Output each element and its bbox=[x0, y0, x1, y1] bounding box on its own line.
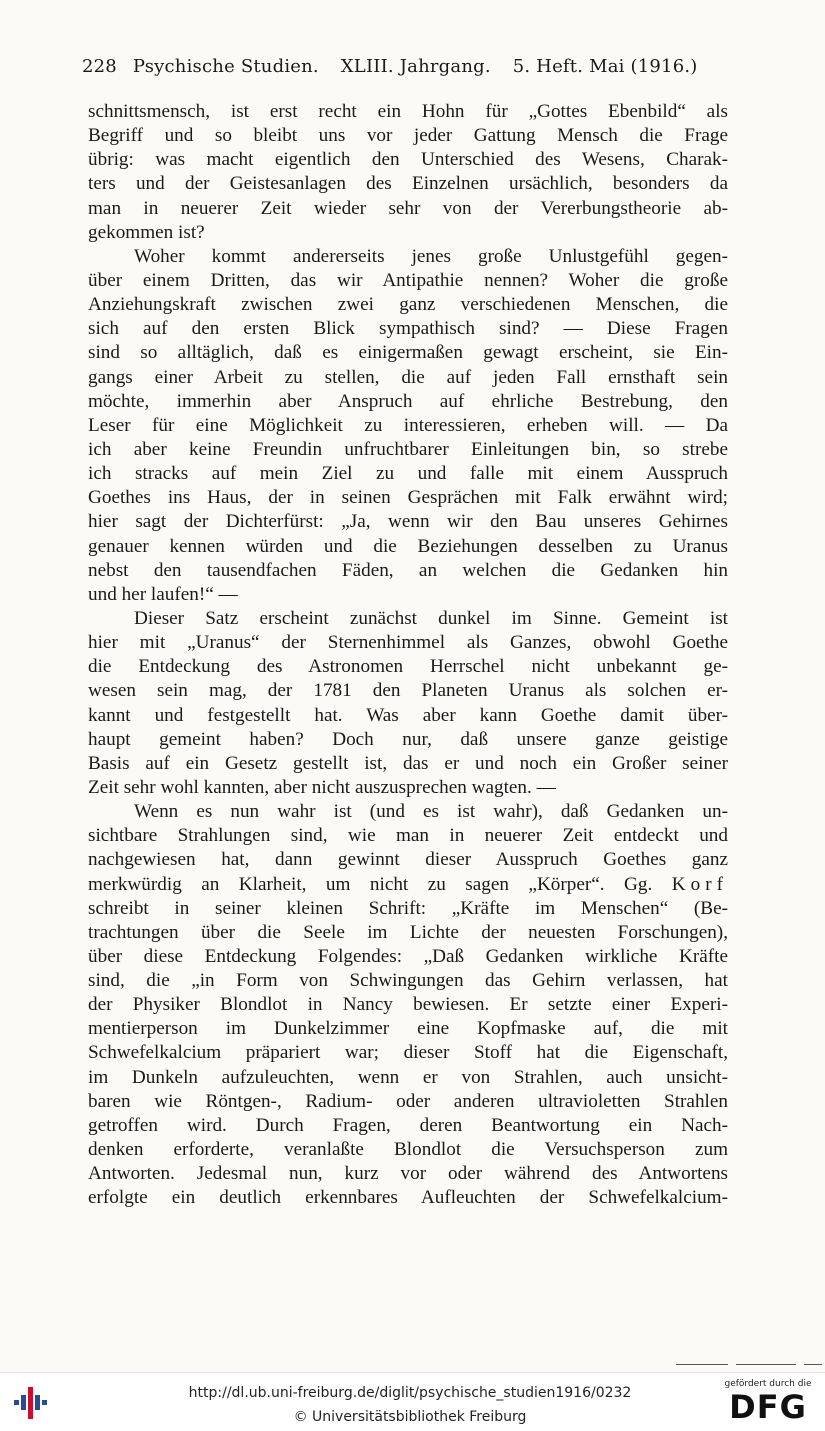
volume-label: XLIII. Jahrgang. bbox=[340, 56, 491, 77]
text-line: über einem Dritten, das wir Antipathie nennen? Woher die große bbox=[88, 269, 728, 291]
text-line: Wenn es nun wahr ist (und es ist wahr), daß Gedanken un- bbox=[134, 801, 728, 823]
article-body bbox=[88, 100, 728, 1210]
text-line: ich aber keine Freundin unfruchtbarer Einleitungen bin, so strebe bbox=[88, 438, 728, 460]
text-line: man in neuerer Zeit wieder sehr von der Vererbungstheorie ab- bbox=[88, 197, 728, 219]
text-line: Schwefelkalcium präpariert war; dieser Stoff hat die Eigenschaft, bbox=[88, 1042, 728, 1064]
text-line: Anziehungskraft zwischen zwei ganz verschiedenen Menschen, die bbox=[88, 294, 728, 316]
text-line: schnittsmensch, ist erst recht ein Hohn für „Gottes Ebenbild“ als bbox=[88, 101, 728, 122]
copyright-notice: © Universitätsbibliothek Freiburg bbox=[293, 1409, 527, 1425]
text-line: gekommen ist? bbox=[88, 221, 205, 243]
text-line: kannt und festgestellt hat. Was aber kann Goethe damit über- bbox=[88, 704, 728, 726]
journal-title: Psychische Studien. bbox=[132, 56, 319, 77]
text-line: wesen sein mag, der 1781 den Planeten Uranus als solchen er- bbox=[88, 680, 728, 702]
text-line: mentierperson im Dunkelzimmer eine Kopfmaske auf, die mit bbox=[88, 1018, 728, 1040]
text-line: ich stracks auf mein Ziel zu und falle mit einem Ausspruch bbox=[88, 463, 728, 485]
funder-logo[interactable] bbox=[718, 1379, 818, 1427]
text-line: Goethes ins Haus, der in seinen Gesprächen mit Falk erwähnt wird; bbox=[88, 487, 728, 509]
text-line: und her laufen!“ — bbox=[88, 583, 238, 605]
dfg-logo-text: DFG bbox=[729, 1388, 807, 1426]
text-line: denken erforderte, veranlaßte Blondlot die Versuchsperson zum bbox=[88, 1139, 728, 1161]
text-line: Basis auf ein Gesetz gestellt ist, das er und noch ein Großer seiner bbox=[88, 752, 728, 774]
text-line: sind so alltäglich, daß es einigermaßen gewagt erscheint, sie Ein- bbox=[88, 342, 728, 364]
text-line: sich auf den ersten Blick sympathisch sind? — Diese Fragen bbox=[88, 318, 728, 340]
text-line: sind, die „in Form von Schwingungen das Gehirn verlassen, hat bbox=[88, 970, 728, 992]
text-line: Woher kommt andererseits jenes große Unlustgefühl gegen- bbox=[134, 245, 728, 267]
text-line-with-author bbox=[88, 873, 728, 897]
viewer-footer bbox=[0, 1372, 825, 1431]
funder-note: gefördert durch die bbox=[724, 1379, 812, 1389]
text-line: trachtungen über die Seele im Lichte der neuesten Forschungen), bbox=[88, 921, 728, 943]
page-edge-rule bbox=[676, 1364, 728, 1365]
text-line: hier sagt der Dichterfürst: „Ja, wenn wir den Bau unseres Gehirnes bbox=[88, 511, 728, 533]
text-line: übrig: was macht eigentlich den Unterschied des Wesens, Charak- bbox=[88, 149, 728, 171]
text-line: Zeit sehr wohl kannten, aber nicht auszusprechen wagten. — bbox=[88, 776, 556, 798]
page-edge-rule bbox=[736, 1364, 796, 1365]
library-logo-icon bbox=[10, 1383, 52, 1423]
source-url-link[interactable]: http://dl.ub.uni-freiburg.de/diglit/psychische_studien1916/0232 bbox=[188, 1385, 632, 1401]
text-line: getroffen wird. Durch Fragen, deren Beantwortung ein Nach- bbox=[88, 1114, 728, 1136]
text-line: die Entdeckung des Astronomen Herrschel nicht unbekannt ge- bbox=[88, 656, 728, 678]
text-line: über diese Entdeckung Folgendes: „Daß Gedanken wirkliche Kräfte bbox=[88, 945, 728, 967]
text-fragment: merkwürdig an Klarheit, um nicht zu sagen „Körper“. Gg. bbox=[88, 873, 653, 895]
running-head bbox=[82, 56, 732, 77]
text-line: ters und der Geistesanlagen des Einzelnen ursächlich, besonders da bbox=[88, 173, 728, 195]
text-line: Begriff und so bleibt uns vor jeder Gattung Mensch die Frage bbox=[88, 125, 728, 147]
text-line: hier mit „Uranus“ der Sternenhimmel als Ganzes, obwohl Goethe bbox=[88, 632, 728, 654]
text-line: möchte, immerhin aber Anspruch auf ehrliche Bestrebung, den bbox=[88, 390, 728, 412]
text-line: Dieser Satz erscheint zunächst dunkel im Sinne. Gemeint ist bbox=[134, 607, 728, 629]
text-line: im Dunkeln aufzuleuchten, wenn er von Strahlen, auch unsicht- bbox=[88, 1066, 728, 1088]
text-line: haupt gemeint haben? Doch nur, daß unsere ganze geistige bbox=[88, 728, 728, 750]
text-line: sichtbare Strahlungen sind, wie man in neuerer Zeit entdeckt und bbox=[88, 825, 728, 847]
text-line: Leser für eine Möglichkeit zu interessieren, erheben will. — Da bbox=[88, 414, 728, 436]
text-line: genauer kennen würden und die Beziehungen desselben zu Uranus bbox=[88, 535, 728, 557]
page-edge-rule bbox=[804, 1364, 822, 1365]
text-line: nachgewiesen hat, dann gewinnt dieser Ausspruch Goethes ganz bbox=[88, 849, 728, 871]
page-number: 228 bbox=[82, 56, 117, 77]
author-name-spaced: Korf bbox=[671, 873, 729, 895]
text-line: gangs einer Arbeit zu stellen, die auf jeden Fall ernsthaft sein bbox=[88, 366, 728, 388]
text-line: nebst den tausendfachen Fäden, an welchen die Gedanken hin bbox=[88, 559, 728, 581]
text-line: Antworten. Jedesmal nun, kurz vor oder während des Antwortens bbox=[88, 1163, 728, 1185]
text-line: erfolgte ein deutlich erkennbares Aufleuchten der Schwefelkalcium- bbox=[88, 1187, 728, 1209]
text-line: baren wie Röntgen-, Radium- oder anderen ultravioletten Strahlen bbox=[88, 1090, 728, 1112]
text-line: der Physiker Blondlot in Nancy bewiesen. Er setzte einer Experi- bbox=[88, 994, 728, 1016]
issue-label: 5. Heft. Mai (1916.) bbox=[512, 56, 698, 77]
text-line: schreibt in seiner kleinen Schrift: „Kräfte im Menschen“ (Be- bbox=[88, 897, 728, 919]
